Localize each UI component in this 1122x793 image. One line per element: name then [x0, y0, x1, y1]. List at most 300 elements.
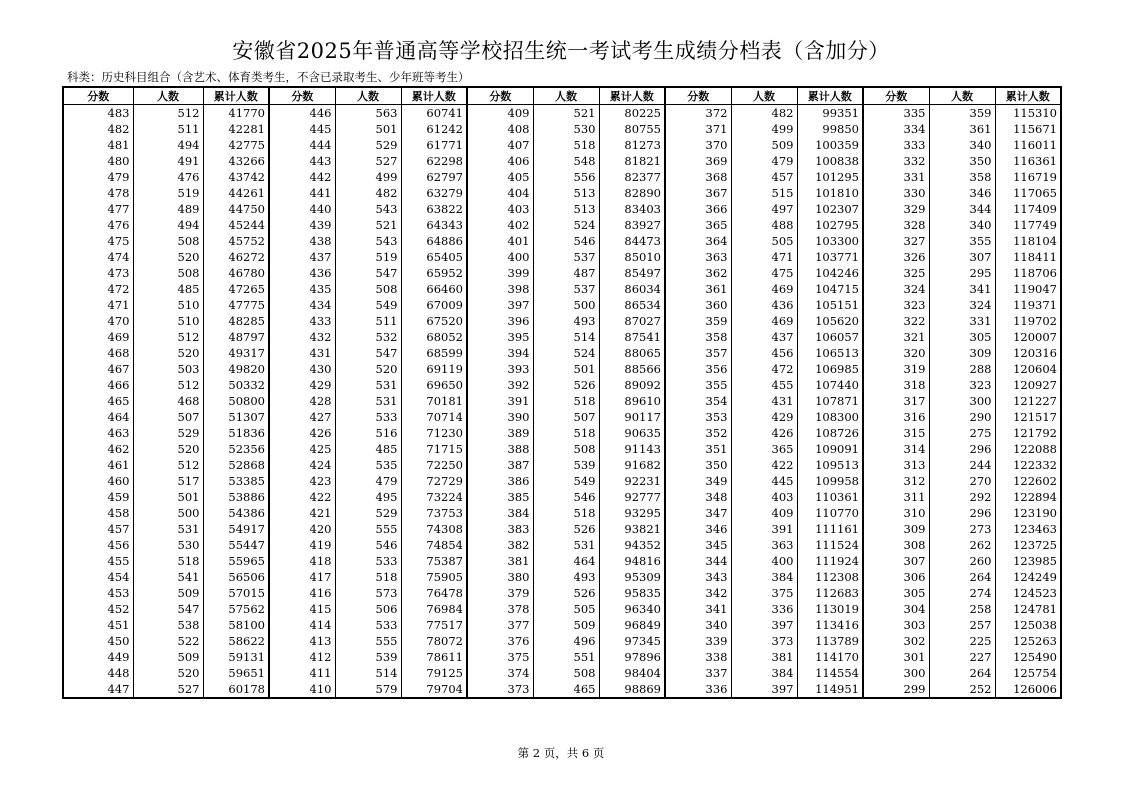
cumulative-count-cell: 120007 [995, 329, 1061, 345]
score-cell: 445 [269, 121, 335, 137]
count-cell: 524 [533, 217, 599, 233]
count-cell: 501 [335, 121, 401, 137]
score-cell: 401 [467, 233, 533, 249]
cumulative-count-cell: 114170 [797, 649, 863, 665]
score-cell: 441 [269, 185, 335, 201]
count-cell: 468 [133, 393, 203, 409]
table-row [63, 585, 1061, 601]
cumulative-count-cell: 65952 [401, 265, 467, 281]
cumulative-count-cell: 92231 [599, 473, 665, 489]
count-cell: 501 [533, 361, 599, 377]
count-cell: 543 [335, 233, 401, 249]
count-cell: 491 [133, 153, 203, 169]
score-cell: 395 [467, 329, 533, 345]
cumulative-count-cell: 126006 [995, 681, 1061, 698]
score-cell: 466 [63, 377, 133, 393]
score-cell: 415 [269, 601, 335, 617]
count-cell: 524 [533, 345, 599, 361]
count-cell: 529 [335, 137, 401, 153]
score-cell: 342 [665, 585, 731, 601]
count-cell: 521 [335, 217, 401, 233]
count-cell: 508 [533, 441, 599, 457]
count-cell: 520 [133, 249, 203, 265]
cumulative-count-cell: 106985 [797, 361, 863, 377]
score-cell: 337 [665, 665, 731, 681]
count-cell: 258 [929, 601, 995, 617]
score-cell: 439 [269, 217, 335, 233]
score-cell: 327 [863, 233, 929, 249]
score-cell: 448 [63, 665, 133, 681]
cumulative-count-cell: 48797 [203, 329, 269, 345]
score-cell: 374 [467, 665, 533, 681]
table-body [63, 105, 1061, 699]
count-cell: 509 [533, 617, 599, 633]
count-cell: 227 [929, 649, 995, 665]
count-cell: 340 [929, 137, 995, 153]
cumulative-count-cell: 115671 [995, 121, 1061, 137]
count-cell: 531 [533, 537, 599, 553]
count-cell: 260 [929, 553, 995, 569]
score-cell: 322 [863, 313, 929, 329]
score-cell: 436 [269, 265, 335, 281]
table-row [63, 393, 1061, 409]
count-cell: 275 [929, 425, 995, 441]
score-cell: 397 [467, 297, 533, 313]
count-cell: 535 [335, 457, 401, 473]
cumulative-count-cell: 71715 [401, 441, 467, 457]
cumulative-count-cell: 68052 [401, 329, 467, 345]
score-cell: 365 [665, 217, 731, 233]
score-cell: 307 [863, 553, 929, 569]
page-title: 安徽省2025年普通高等学校招生统一考试考生成绩分档表（含加分） [232, 39, 890, 63]
cumulative-count-cell: 89610 [599, 393, 665, 409]
score-cell: 459 [63, 489, 133, 505]
count-cell: 539 [533, 457, 599, 473]
count-cell: 482 [335, 185, 401, 201]
score-cell: 377 [467, 617, 533, 633]
count-cell: 501 [133, 489, 203, 505]
score-cell: 331 [863, 169, 929, 185]
cumulative-count-cell: 117409 [995, 201, 1061, 217]
count-cell: 264 [929, 665, 995, 681]
count-cell: 513 [533, 185, 599, 201]
score-cell: 412 [269, 649, 335, 665]
count-cell: 469 [731, 313, 797, 329]
cumulative-count-cell: 69119 [401, 361, 467, 377]
score-cell: 303 [863, 617, 929, 633]
cumulative-count-cell: 114554 [797, 665, 863, 681]
count-cell: 495 [335, 489, 401, 505]
cumulative-count-cell: 117065 [995, 185, 1061, 201]
count-cell: 551 [533, 649, 599, 665]
score-cell: 434 [269, 297, 335, 313]
count-cell: 323 [929, 377, 995, 393]
score-cell: 349 [665, 473, 731, 489]
count-cell: 512 [133, 105, 203, 122]
page-number: 第 2 页，共 6 页 [517, 746, 605, 760]
table-row [63, 137, 1061, 153]
cumulative-count-cell: 124523 [995, 585, 1061, 601]
count-cell: 514 [533, 329, 599, 345]
count-cell: 482 [731, 105, 797, 122]
cumulative-count-cell: 124781 [995, 601, 1061, 617]
cumulative-count-cell: 65405 [401, 249, 467, 265]
score-cell: 335 [863, 105, 929, 122]
cumulative-count-cell: 92777 [599, 489, 665, 505]
score-cell: 368 [665, 169, 731, 185]
score-cell: 461 [63, 457, 133, 473]
count-cell: 346 [929, 185, 995, 201]
cumulative-count-cell: 61771 [401, 137, 467, 153]
count-cell: 296 [929, 441, 995, 457]
cumulative-count-cell: 96849 [599, 617, 665, 633]
cumulative-count-cell: 97896 [599, 649, 665, 665]
cumulative-count-cell: 46272 [203, 249, 269, 265]
count-cell: 510 [133, 313, 203, 329]
cumulative-count-cell: 70714 [401, 409, 467, 425]
count-cell: 512 [133, 457, 203, 473]
score-cell: 418 [269, 553, 335, 569]
score-cell: 344 [665, 553, 731, 569]
count-cell: 512 [133, 377, 203, 393]
table-row [63, 553, 1061, 569]
score-cell: 464 [63, 409, 133, 425]
cumulative-count-cell: 94352 [599, 537, 665, 553]
score-cell: 373 [467, 681, 533, 698]
score-cell: 305 [863, 585, 929, 601]
cumulative-count-cell: 66460 [401, 281, 467, 297]
count-cell: 436 [731, 297, 797, 313]
count-cell: 579 [335, 681, 401, 698]
count-cell: 529 [335, 505, 401, 521]
cumulative-count-cell: 46780 [203, 265, 269, 281]
count-cell: 563 [335, 105, 401, 122]
score-header: 分数 [863, 87, 929, 105]
score-cell: 437 [269, 249, 335, 265]
score-cell: 385 [467, 489, 533, 505]
score-cell: 482 [63, 121, 133, 137]
cumulative-count-cell: 88065 [599, 345, 665, 361]
score-cell: 477 [63, 201, 133, 217]
count-cell: 532 [335, 329, 401, 345]
cumulative-count-cell: 68599 [401, 345, 467, 361]
score-cell: 410 [269, 681, 335, 698]
cumulative-count-cell: 125754 [995, 665, 1061, 681]
count-cell: 358 [929, 169, 995, 185]
cumulative-count-cell: 105620 [797, 313, 863, 329]
cumulative-count-cell: 120604 [995, 361, 1061, 377]
count-cell: 431 [731, 393, 797, 409]
count-cell: 381 [731, 649, 797, 665]
cumulative-count-cell: 59651 [203, 665, 269, 681]
score-cell: 320 [863, 345, 929, 361]
score-distribution-table [62, 86, 1062, 699]
count-cell: 361 [929, 121, 995, 137]
cumulative-count-cell: 52868 [203, 457, 269, 473]
count-cell: 403 [731, 489, 797, 505]
count-cell: 397 [731, 617, 797, 633]
count-header: 人数 [533, 87, 599, 105]
score-header: 分数 [665, 87, 731, 105]
score-cell: 425 [269, 441, 335, 457]
count-cell: 252 [929, 681, 995, 698]
cumulative-count-cell: 79125 [401, 665, 467, 681]
cumulative-count-cell: 109513 [797, 457, 863, 473]
count-cell: 300 [929, 393, 995, 409]
cumulative-count-cell: 42775 [203, 137, 269, 153]
cumulative-count-cell: 73224 [401, 489, 467, 505]
count-cell: 340 [929, 217, 995, 233]
count-cell: 530 [533, 121, 599, 137]
score-cell: 341 [665, 601, 731, 617]
score-cell: 375 [467, 649, 533, 665]
count-cell: 292 [929, 489, 995, 505]
cumulative-count-cell: 108300 [797, 409, 863, 425]
count-cell: 518 [533, 505, 599, 521]
count-cell: 520 [133, 665, 203, 681]
count-cell: 336 [731, 601, 797, 617]
cumulative-count-cell: 99850 [797, 121, 863, 137]
cumulative-count-cell: 64886 [401, 233, 467, 249]
table-row [63, 185, 1061, 201]
cumulative-count-cell: 109958 [797, 473, 863, 489]
score-cell: 328 [863, 217, 929, 233]
score-cell: 371 [665, 121, 731, 137]
score-cell: 325 [863, 265, 929, 281]
table-row [63, 329, 1061, 345]
count-cell: 527 [335, 153, 401, 169]
cumulative-count-cell: 47775 [203, 297, 269, 313]
count-cell: 496 [533, 633, 599, 649]
cumulative-count-cell: 99351 [797, 105, 863, 122]
count-cell: 507 [533, 409, 599, 425]
count-cell: 290 [929, 409, 995, 425]
cumulative-count-cell: 116361 [995, 153, 1061, 169]
count-cell: 516 [335, 425, 401, 441]
count-cell: 469 [731, 281, 797, 297]
score-cell: 324 [863, 281, 929, 297]
count-cell: 546 [335, 537, 401, 553]
score-cell: 339 [665, 633, 731, 649]
score-cell: 386 [467, 473, 533, 489]
cumulative-count-cell: 78072 [401, 633, 467, 649]
cumulative-count-cell: 115310 [995, 105, 1061, 122]
count-cell: 487 [533, 265, 599, 281]
count-cell: 556 [533, 169, 599, 185]
score-cell: 427 [269, 409, 335, 425]
cumulative-count-cell: 82890 [599, 185, 665, 201]
table-row [63, 313, 1061, 329]
cumulative-count-cell: 124249 [995, 569, 1061, 585]
cumulative-count-cell: 89092 [599, 377, 665, 393]
score-cell: 452 [63, 601, 133, 617]
score-cell: 378 [467, 601, 533, 617]
count-header: 人数 [731, 87, 797, 105]
score-cell: 367 [665, 185, 731, 201]
cumulative-count-cell: 122088 [995, 441, 1061, 457]
score-cell: 376 [467, 633, 533, 649]
count-cell: 288 [929, 361, 995, 377]
score-cell: 355 [665, 377, 731, 393]
cumulative-count-cell: 95835 [599, 585, 665, 601]
table-row [63, 409, 1061, 425]
score-cell: 306 [863, 569, 929, 585]
score-header: 分数 [63, 87, 133, 105]
cumulative-count-cell: 90635 [599, 425, 665, 441]
count-cell: 426 [731, 425, 797, 441]
cumulative-count-cell: 104246 [797, 265, 863, 281]
table-row [63, 425, 1061, 441]
score-cell: 302 [863, 633, 929, 649]
score-cell: 442 [269, 169, 335, 185]
count-cell: 355 [929, 233, 995, 249]
score-cell: 398 [467, 281, 533, 297]
cumulative-count-cell: 85497 [599, 265, 665, 281]
count-cell: 508 [133, 233, 203, 249]
cumulative-count-cell: 58622 [203, 633, 269, 649]
count-cell: 531 [335, 393, 401, 409]
score-cell: 319 [863, 361, 929, 377]
score-cell: 396 [467, 313, 533, 329]
cumulative-count-cell: 109091 [797, 441, 863, 457]
cumulative-count-cell: 57562 [203, 601, 269, 617]
score-cell: 475 [63, 233, 133, 249]
score-cell: 351 [665, 441, 731, 457]
score-cell: 392 [467, 377, 533, 393]
subject-category-label: 科类：历史科目组合（含艺术、体育类考生，不含已录取考生、少年班等考生） [67, 70, 470, 84]
count-cell: 530 [133, 537, 203, 553]
score-cell: 474 [63, 249, 133, 265]
score-cell: 350 [665, 457, 731, 473]
count-cell: 359 [929, 105, 995, 122]
count-header: 人数 [929, 87, 995, 105]
cumulative-count-cell: 56506 [203, 569, 269, 585]
score-cell: 356 [665, 361, 731, 377]
table-row [63, 457, 1061, 473]
score-cell: 457 [63, 521, 133, 537]
score-cell: 413 [269, 633, 335, 649]
table-row [63, 201, 1061, 217]
score-cell: 364 [665, 233, 731, 249]
count-cell: 541 [133, 569, 203, 585]
cumulative-count-cell: 45244 [203, 217, 269, 233]
score-cell: 309 [863, 521, 929, 537]
cumulative-count-cell: 106057 [797, 329, 863, 345]
count-cell: 555 [335, 521, 401, 537]
score-cell: 323 [863, 297, 929, 313]
cumulative-count-cell: 123190 [995, 505, 1061, 521]
cumulative-count-cell: 119047 [995, 281, 1061, 297]
table-row [63, 169, 1061, 185]
cumulative-count-cell: 48285 [203, 313, 269, 329]
score-cell: 317 [863, 393, 929, 409]
cumulative-count-cell: 52356 [203, 441, 269, 457]
score-header: 分数 [269, 87, 335, 105]
cumulative-count-cell: 125263 [995, 633, 1061, 649]
cumulative-count-cell: 72729 [401, 473, 467, 489]
count-cell: 519 [133, 185, 203, 201]
cumulative-count-cell: 75387 [401, 553, 467, 569]
count-cell: 363 [731, 537, 797, 553]
cumulative-count-cell: 67009 [401, 297, 467, 313]
count-cell: 257 [929, 617, 995, 633]
count-cell: 422 [731, 457, 797, 473]
score-cell: 419 [269, 537, 335, 553]
cumulative-count-cell: 118104 [995, 233, 1061, 249]
count-cell: 521 [533, 105, 599, 122]
score-cell: 379 [467, 585, 533, 601]
cumulative-count-cell: 91682 [599, 457, 665, 473]
score-cell: 478 [63, 185, 133, 201]
table-row [63, 105, 1061, 122]
cumulative-count-cell: 80225 [599, 105, 665, 122]
cumulative-count-cell: 107440 [797, 377, 863, 393]
cumulative-count-header: 累计人数 [995, 87, 1061, 105]
cumulative-count-cell: 45752 [203, 233, 269, 249]
score-cell: 406 [467, 153, 533, 169]
score-cell: 369 [665, 153, 731, 169]
score-cell: 447 [63, 681, 133, 698]
count-cell: 539 [335, 649, 401, 665]
score-cell: 390 [467, 409, 533, 425]
cumulative-count-cell: 49820 [203, 361, 269, 377]
count-cell: 494 [133, 217, 203, 233]
cumulative-count-cell: 110361 [797, 489, 863, 505]
cumulative-count-header: 累计人数 [797, 87, 863, 105]
count-cell: 445 [731, 473, 797, 489]
count-cell: 344 [929, 201, 995, 217]
score-cell: 402 [467, 217, 533, 233]
count-cell: 509 [731, 137, 797, 153]
cumulative-count-cell: 81821 [599, 153, 665, 169]
count-cell: 309 [929, 345, 995, 361]
cumulative-count-cell: 69650 [401, 377, 467, 393]
count-cell: 531 [133, 521, 203, 537]
score-cell: 314 [863, 441, 929, 457]
cumulative-count-cell: 103771 [797, 249, 863, 265]
score-cell: 435 [269, 281, 335, 297]
score-cell: 311 [863, 489, 929, 505]
score-cell: 400 [467, 249, 533, 265]
score-cell: 467 [63, 361, 133, 377]
score-cell: 423 [269, 473, 335, 489]
cumulative-count-cell: 111924 [797, 553, 863, 569]
count-cell: 517 [133, 473, 203, 489]
cumulative-count-cell: 121227 [995, 393, 1061, 409]
score-cell: 321 [863, 329, 929, 345]
cumulative-count-cell: 106513 [797, 345, 863, 361]
score-cell: 455 [63, 553, 133, 569]
cumulative-count-cell: 42281 [203, 121, 269, 137]
count-cell: 350 [929, 153, 995, 169]
count-cell: 515 [731, 185, 797, 201]
cumulative-count-cell: 96340 [599, 601, 665, 617]
score-cell: 463 [63, 425, 133, 441]
score-cell: 308 [863, 537, 929, 553]
count-cell: 514 [335, 665, 401, 681]
score-cell: 358 [665, 329, 731, 345]
table-row [63, 265, 1061, 281]
cumulative-count-cell: 54917 [203, 521, 269, 537]
cumulative-count-header: 累计人数 [203, 87, 269, 105]
count-cell: 273 [929, 521, 995, 537]
cumulative-count-cell: 64343 [401, 217, 467, 233]
count-cell: 397 [731, 681, 797, 698]
cumulative-count-cell: 60178 [203, 681, 269, 698]
count-cell: 507 [133, 409, 203, 425]
cumulative-count-cell: 116011 [995, 137, 1061, 153]
count-cell: 499 [335, 169, 401, 185]
